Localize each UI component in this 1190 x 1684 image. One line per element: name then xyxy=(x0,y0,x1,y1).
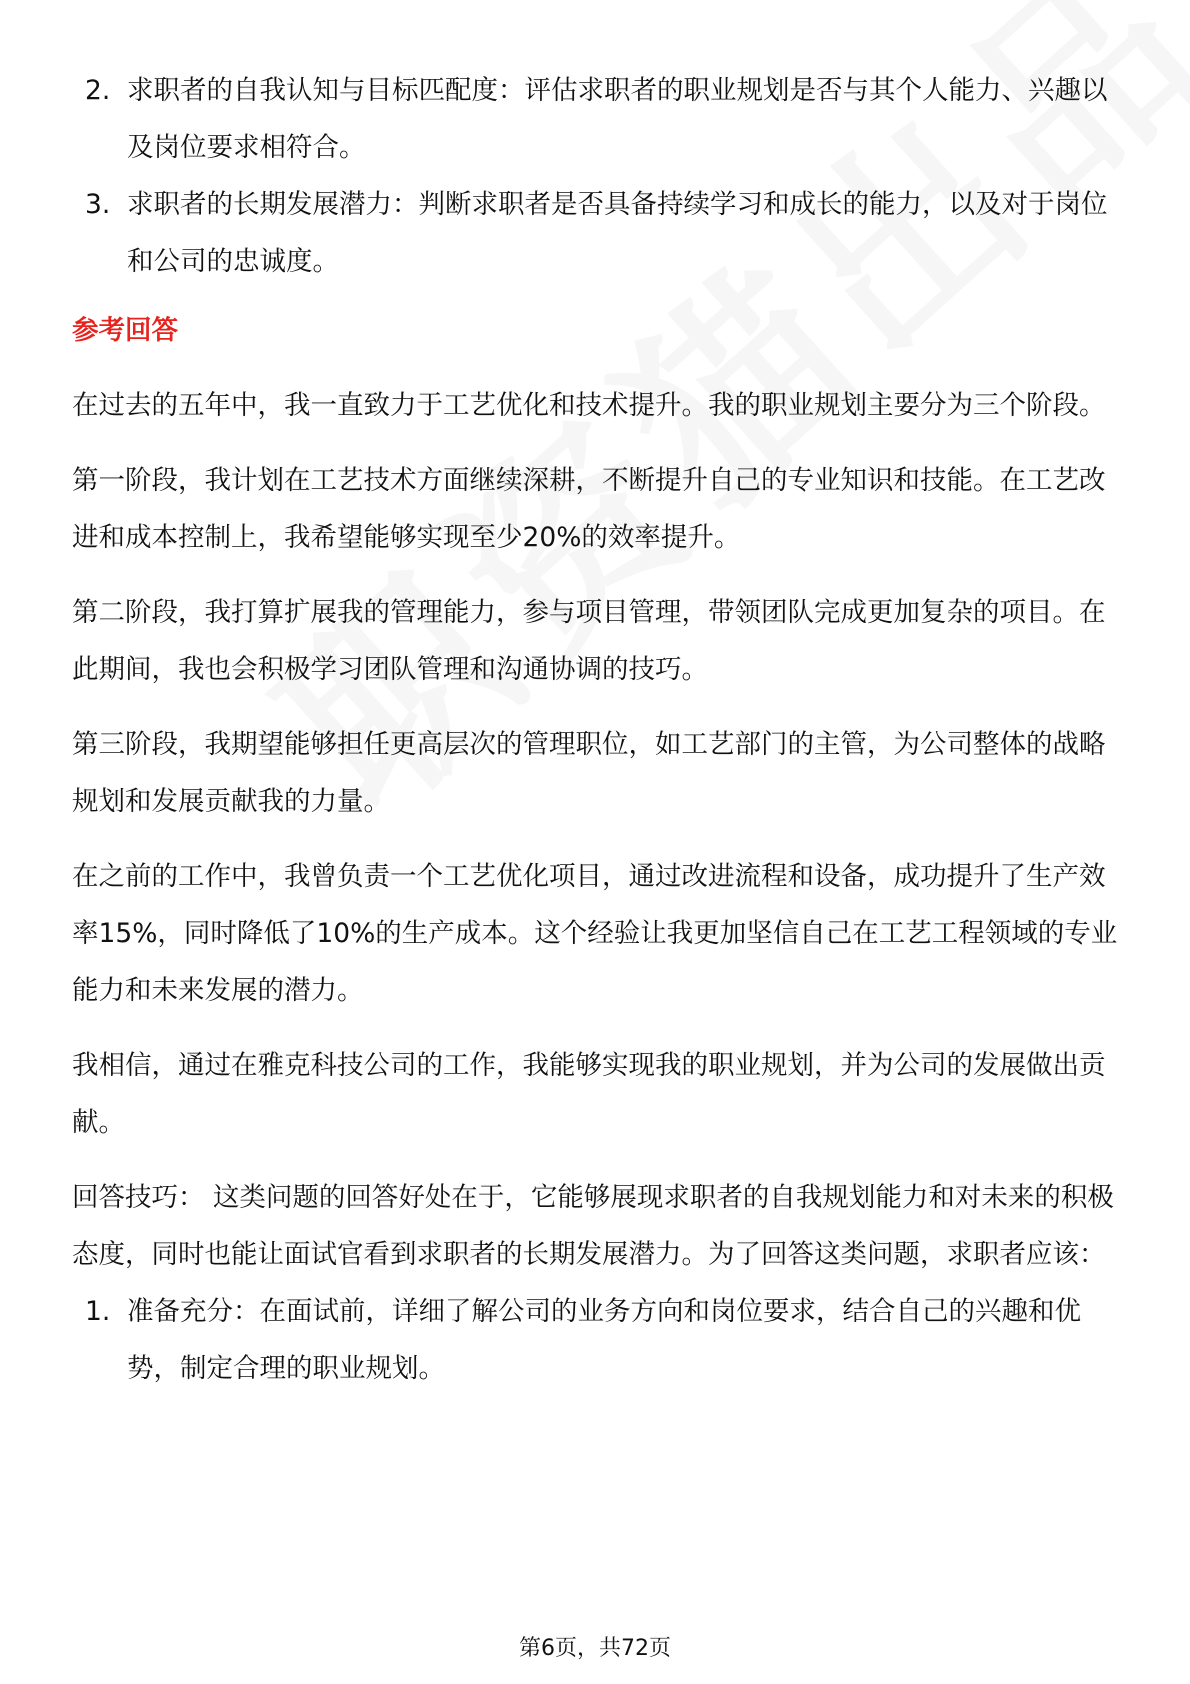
list-number: 2. xyxy=(85,75,111,106)
tips-list xyxy=(72,1283,1120,1397)
section-heading: 参考回答 xyxy=(72,315,178,346)
paragraph: 回答技巧： 这类问题的回答好处在于，它能够展现求职者的自我规划能力和对未来的积极态度，同时也能让面试官看到求职者的长期发展潜力。为了回答这类问题，求职者应该： xyxy=(72,1182,1114,1270)
list-text: 准备充分：在面试前，详细了解公司的业务方向和岗位要求，结合自己的兴趣和优势，制定合理的职业规划。 xyxy=(127,1296,1081,1384)
list-number: 1. xyxy=(85,1296,111,1327)
paragraph: 第一阶段，我计划在工艺技术方面继续深耕，不断提升自己的专业知识和技能。在工艺改进和成本控制上，我希望能够实现至少20%的效率提升。 xyxy=(72,465,1106,553)
list-item xyxy=(72,176,1120,290)
document-body xyxy=(72,62,1120,1397)
list-text: 求职者的长期发展潜力：判断求职者是否具备持续学习和成长的能力，以及对于岗位和公司的忠诚度。 xyxy=(127,189,1108,277)
list-item xyxy=(72,62,1120,176)
criteria-list xyxy=(72,62,1120,290)
page-footer: 第6页，共72页 xyxy=(519,1636,671,1661)
paragraph: 第二阶段，我打算扩展我的管理能力，参与项目管理，带领团队完成更加复杂的项目。在此期间，我也会积极学习团队管理和沟通协调的技巧。 xyxy=(72,597,1106,685)
paragraph: 我相信，通过在雅克科技公司的工作，我能够实现我的职业规划，并为公司的发展做出贡献。 xyxy=(72,1050,1106,1138)
list-item xyxy=(72,1283,1120,1397)
paragraph: 在过去的五年中，我一直致力于工艺优化和技术提升。我的职业规划主要分为三个阶段。 xyxy=(72,390,1106,421)
list-text: 求职者的自我认知与目标匹配度：评估求职者的职业规划是否与其个人能力、兴趣以及岗位要求相符合。 xyxy=(127,75,1108,163)
list-number: 3. xyxy=(85,189,111,220)
paragraph: 第三阶段，我期望能够担任更高层次的管理职位，如工艺部门的主管，为公司整体的战略规划和发展贡献我的力量。 xyxy=(72,729,1106,817)
paragraph: 在之前的工作中，我曾负责一个工艺优化项目，通过改进流程和设备，成功提升了生产效率15%，同时降低了10%的生产成本。这个经验让我更加坚信自己在工艺工程领域的专业能力和未来发展的潜力。 xyxy=(72,861,1118,1006)
